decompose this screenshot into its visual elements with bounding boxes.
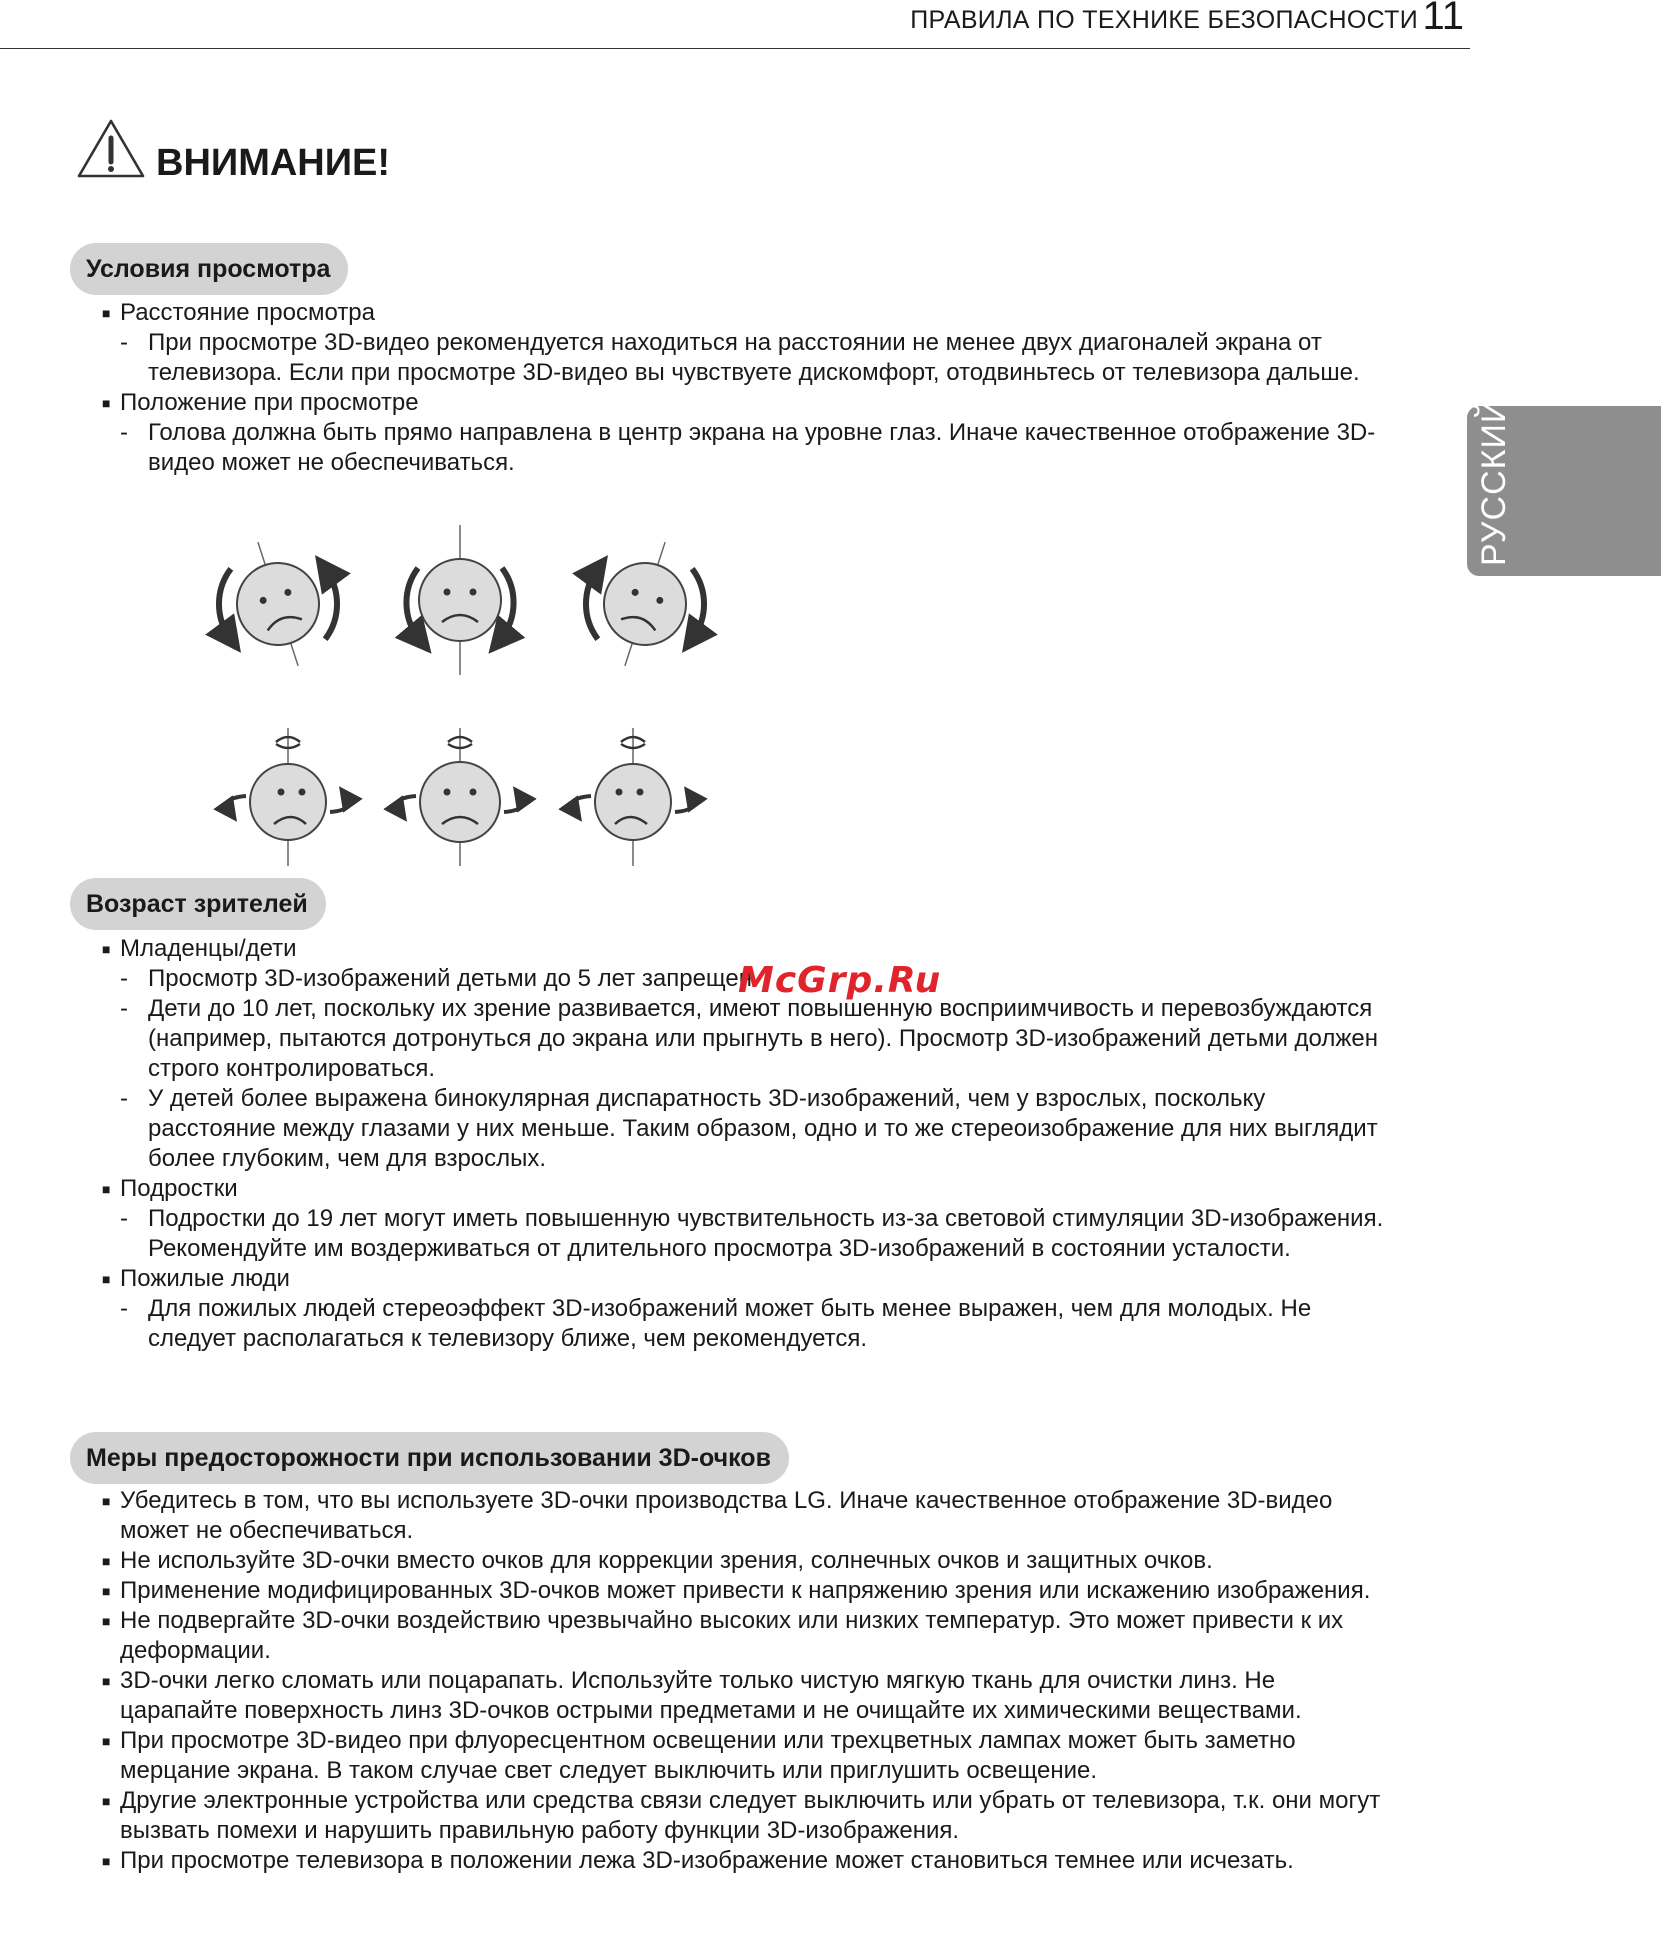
section-glasses-body bbox=[98, 1486, 1388, 1876]
section-viewing-body bbox=[98, 298, 1388, 478]
turned-right-face-icon bbox=[572, 728, 694, 866]
list-item bbox=[98, 1606, 1388, 1666]
item-text: Применение модифицированных 3D-очков может привести к напряжению зрения или искажению изображения. bbox=[120, 1577, 1371, 1604]
page-header bbox=[0, 0, 1470, 49]
tilted-left-face-icon bbox=[202, 524, 354, 684]
turned-left-face-icon bbox=[227, 728, 349, 866]
item-text: 3D-очки легко сломать или поцарапать. Используйте только чистую мягкую ткань для очистки линз. Не царапайте поверхность линз 3D-очков острыми предметами и не очищайте их химическими веществами. bbox=[120, 1667, 1302, 1724]
item-text: При просмотре телевизора в положении лежа 3D-изображение может становиться темнее или исчезать. bbox=[120, 1847, 1294, 1874]
item-text: Другие электронные устройства или средства связи следует выключить или убрать от телевизора, т.к. они могут вызвать помехи и нарушить правильную работу функции 3D-изображения. bbox=[120, 1787, 1381, 1844]
sub-item-text: Голова должна быть прямо направлена в центр экрана на уровне глаз. Иначе качественное отображение 3D-видео может не обеспечиваться. bbox=[148, 419, 1376, 476]
section-age-heading: Возраст зрителей bbox=[70, 878, 326, 930]
sub-item bbox=[98, 994, 1388, 1084]
warning-heading bbox=[76, 118, 391, 188]
item-label: Младенцы/дети bbox=[120, 935, 297, 962]
dash-icon: - bbox=[120, 1205, 128, 1232]
list-item bbox=[98, 1726, 1388, 1786]
bullet-icon: ■ bbox=[102, 395, 111, 411]
bullet-icon: ■ bbox=[102, 1793, 111, 1809]
sub-item bbox=[98, 1084, 1388, 1174]
sub-item bbox=[98, 328, 1388, 388]
item-text: При просмотре 3D-видео при флуоресцентном освещении или трехцветных лампах может быть заметно мерцание экрана. В таком случае свет следует выключить или приглушить освещение. bbox=[120, 1727, 1296, 1784]
sub-item-text: Дети до 10 лет, поскольку их зрение развивается, имеют повышенную восприимчивость и перевозбуждаются (например, пытаются дотронуться до экрана или прыгнуть в него). Просмотр 3D-изображений детьми должен строго контролироваться. bbox=[148, 995, 1378, 1082]
section-glasses-heading: Меры предосторожности при использовании 3D-очков bbox=[70, 1432, 789, 1484]
list-item bbox=[98, 1666, 1388, 1726]
sub-item bbox=[98, 418, 1388, 478]
dash-icon: - bbox=[120, 419, 128, 446]
bullet-icon: ■ bbox=[102, 941, 111, 957]
list-item bbox=[98, 1576, 1388, 1606]
list-item bbox=[98, 1174, 1388, 1204]
list-item bbox=[98, 298, 1388, 328]
dash-icon: - bbox=[120, 1085, 128, 1112]
language-tab-label: РУССКИЙ bbox=[1475, 397, 1513, 566]
dash-icon: - bbox=[120, 995, 128, 1022]
item-text: Не используйте 3D-очки вместо очков для коррекции зрения, солнечных очков и защитных очков. bbox=[120, 1547, 1213, 1574]
bullet-icon: ■ bbox=[102, 305, 111, 321]
section-viewing-heading: Условия просмотра bbox=[70, 243, 348, 295]
dash-icon: - bbox=[120, 329, 128, 356]
header-title: ПРАВИЛА ПО ТЕХНИКЕ БЕЗОПАСНОСТИ bbox=[910, 6, 1418, 34]
list-item bbox=[98, 1786, 1388, 1846]
sub-item bbox=[98, 1204, 1388, 1264]
watermark: McGrp.Ru bbox=[738, 960, 942, 1001]
sub-item-text: Просмотр 3D-изображений детьми до 5 лет запрещен. bbox=[148, 965, 759, 992]
list-item bbox=[98, 1486, 1388, 1546]
bullet-icon: ■ bbox=[102, 1553, 111, 1569]
item-label: Подростки bbox=[120, 1175, 238, 1202]
bullet-icon: ■ bbox=[102, 1853, 111, 1869]
bullet-icon: ■ bbox=[102, 1733, 111, 1749]
bullet-icon: ■ bbox=[102, 1583, 111, 1599]
list-item bbox=[98, 388, 1388, 418]
tilted-right-face-icon bbox=[569, 524, 721, 684]
bullet-icon: ■ bbox=[102, 1493, 111, 1509]
sub-item bbox=[98, 1294, 1388, 1354]
item-label: Положение при просмотре bbox=[120, 389, 419, 416]
warning-title: ВНИМАНИЕ! bbox=[156, 142, 391, 184]
bullet-icon: ■ bbox=[102, 1673, 111, 1689]
item-text: Убедитесь в том, что вы используете 3D-очки производства LG. Иначе качественное отображение 3D-видео может не обеспечиваться. bbox=[120, 1487, 1333, 1544]
warning-triangle-icon bbox=[76, 118, 146, 180]
list-item bbox=[98, 1846, 1388, 1876]
dash-icon: - bbox=[120, 1295, 128, 1322]
front-facing-face-icon bbox=[397, 728, 523, 866]
list-item bbox=[98, 1546, 1388, 1576]
sub-item-text: У детей более выражена бинокулярная диспаратность 3D-изображений, чем у взрослых, поскольку расстояние между глазами у них меньше. Таким образом, одно и то же стереоизображение для них выглядит более глубоким, чем для взрослых. bbox=[148, 1085, 1378, 1172]
sub-item-text: При просмотре 3D-видео рекомендуется находиться на расстоянии не менее двух диагоналей экрана от телевизора. Если при просмотре 3D-видео вы чувствуете дискомфорт, отодвиньтесь от телевизора дальше. bbox=[148, 329, 1360, 386]
item-label: Расстояние просмотра bbox=[120, 299, 375, 326]
bullet-icon: ■ bbox=[102, 1181, 111, 1197]
item-text: Не подвергайте 3D-очки воздействию чрезвычайно высоких или низких температур. Это может привести к их деформации. bbox=[120, 1607, 1344, 1664]
bullet-icon: ■ bbox=[102, 1271, 111, 1287]
sub-item-text: Для пожилых людей стереоэффект 3D-изображений может быть менее выражен, чем для молодых. Не следует располагаться к телевизору ближе, чем рекомендуется. bbox=[148, 1295, 1312, 1352]
list-item bbox=[98, 1264, 1388, 1294]
item-label: Пожилые люди bbox=[120, 1265, 290, 1292]
upright-face-icon bbox=[406, 525, 513, 675]
head-position-illustration bbox=[190, 512, 750, 872]
sub-item-text: Подростки до 19 лет могут иметь повышенную чувствительность из-за световой стимуляции 3D-изображения. Рекомендуйте им воздерживаться от длительного просмотра 3D-изображений в состоянии усталости. bbox=[148, 1205, 1384, 1262]
bullet-icon: ■ bbox=[102, 1613, 111, 1629]
dash-icon: - bbox=[120, 965, 128, 992]
page-number: 11 bbox=[1422, 0, 1464, 38]
